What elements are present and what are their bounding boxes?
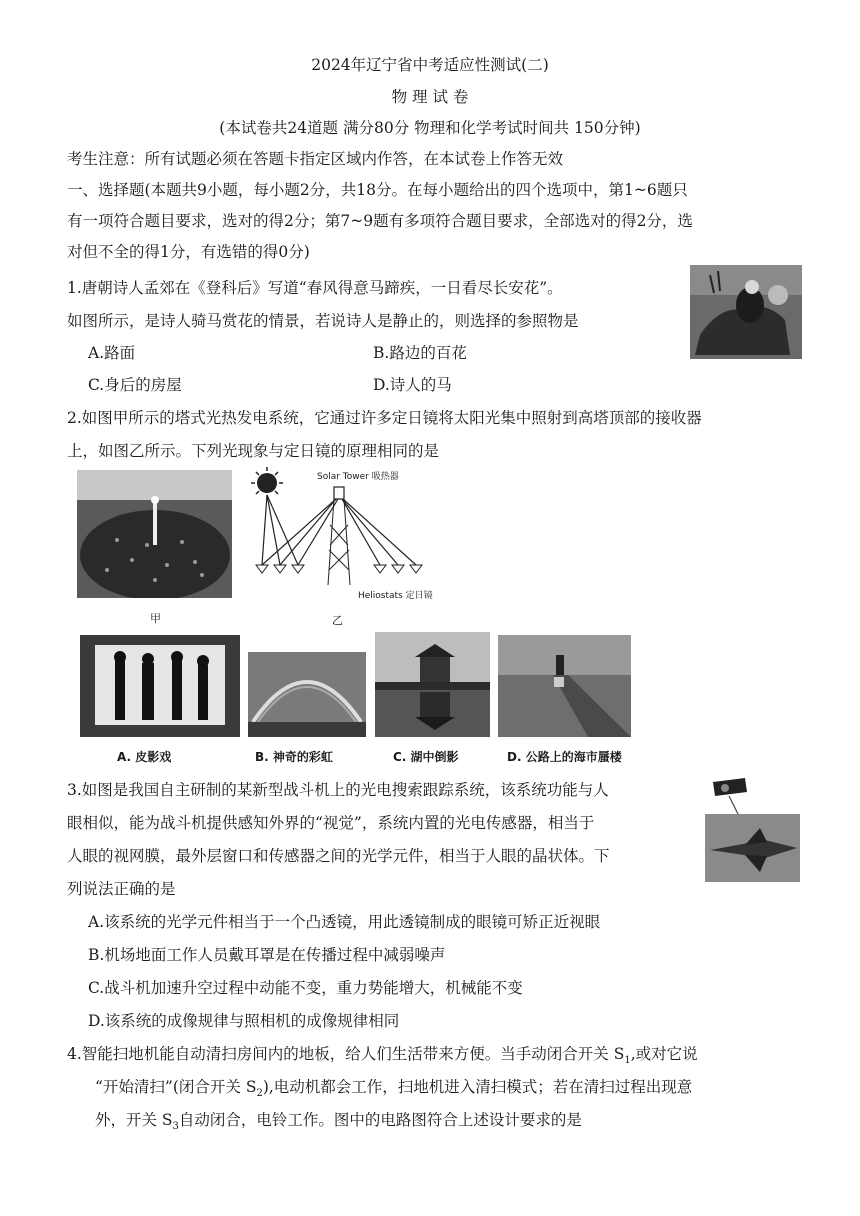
q3-line1: 3.如图是我国自主研制的某新型战斗机上的光电搜索跟踪系统，该系统功能与人 [67, 781, 609, 799]
solar-field-photo [77, 470, 232, 598]
rainbow-photo [248, 652, 366, 737]
shadow-puppet-photo [80, 635, 240, 737]
fighter-sensor-image [705, 770, 800, 882]
q2-option-b: B. 神奇的彩虹 [255, 750, 333, 764]
solar-tower-label: Solar Tower 吸热器 [317, 472, 399, 482]
q3-line2: 眼相似，能为战斗机提供感知外界的“视觉”，系统内置的光电传感器，相当于 [67, 814, 595, 832]
q3-option-a: A.该系统的光学元件相当于一个凸透镜，用此透镜制成的眼镜可矫正近视眼 [88, 913, 601, 931]
lake-reflection-photo [375, 632, 490, 737]
q4-line2: “开始清扫”(闭合开关 $S_2$),电动机都会工作，扫地机进入清扫模式；若在清扫过程出现意 [95, 1078, 693, 1100]
exam-title: 2024年辽宁省中考适应性测试(二) [311, 56, 549, 74]
q1-line2: 如图所示，是诗人骑马赏花的情景，若说诗人是静止的，则选择的参照物是 [67, 312, 579, 330]
fig-a-label: 甲 [150, 612, 161, 625]
q3-line3: 人眼的视网膜，最外层窗口和传感器之间的光学元件，相当于人眼的晶状体。下 [67, 847, 610, 865]
q2-option-a: A. 皮影戏 [117, 750, 172, 764]
q3-option-b: B.机场地面工作人员戴耳罩是在传播过程中减弱噪声 [88, 946, 446, 964]
exam-subtitle: 物 理 试 卷 [391, 88, 469, 106]
q3-option-d: D.该系统的成像规律与照相机的成像规律相同 [88, 1012, 400, 1030]
q3-line4: 列说法正确的是 [67, 880, 176, 898]
q1-line1: 1.唐朝诗人孟郊在《登科后》写道“春风得意马蹄疾，一日看尽长安花”。 [67, 279, 563, 297]
heliostat-diagram [250, 465, 440, 605]
q4-line3: 外，开关 $S_3$自动闭合，电铃工作。图中的电路图符合上述设计要求的是 [95, 1111, 582, 1133]
q4-line1: 4.智能扫地机能自动清扫房间内的地板，给人们生活带来方便。当手动闭合开关 $S_1$,或对它说 [67, 1045, 698, 1067]
notice: 考生注意：所有试题必须在答题卡指定区域内作答，在本试卷上作答无效 [67, 150, 564, 168]
q1-option-a: A.路面 [88, 344, 136, 362]
q2-option-c: C. 湖中倒影 [393, 750, 459, 764]
exam-note: (本试卷共24道题 满分80分 物理和化学考试时间共 150分钟) [219, 119, 641, 137]
mirage-road-photo [498, 635, 631, 737]
q3-option-c: C.战斗机加速升空过程中动能不变，重力势能增大，机械能不变 [88, 979, 523, 997]
q1-option-c: C.身后的房屋 [88, 376, 182, 394]
section1-line2: 有一项符合题目要求，选对的得2分；第7~9题有多项符合题目要求，全部选对的得2分，选 [67, 212, 693, 230]
sun-icon [251, 467, 283, 499]
q2-line1: 2.如图甲所示的塔式光热发电系统，它通过许多定日镜将太阳光集中照射到高塔顶部的接收器 [67, 409, 702, 427]
q2-option-d: D. 公路上的海市蜃楼 [507, 750, 622, 764]
fig-b-label: 乙 [332, 614, 343, 627]
q2-line2: 上，如图乙所示。下列光现象与定日镜的原理相同的是 [67, 442, 440, 460]
section1-line1: 一、选择题(本题共9小题，每小题2分，共18分。在每小题给出的四个选项中，第1~6题只 [67, 181, 688, 199]
poet-horse-image [690, 265, 802, 359]
section1-line3: 对但不全的得1分，有选错的得0分) [67, 243, 310, 261]
q1-option-d: D.诗人的马 [373, 376, 452, 394]
heliostat-label: Heliostats 定日镜 [358, 591, 433, 601]
q1-option-b: B.路边的百花 [373, 344, 467, 362]
